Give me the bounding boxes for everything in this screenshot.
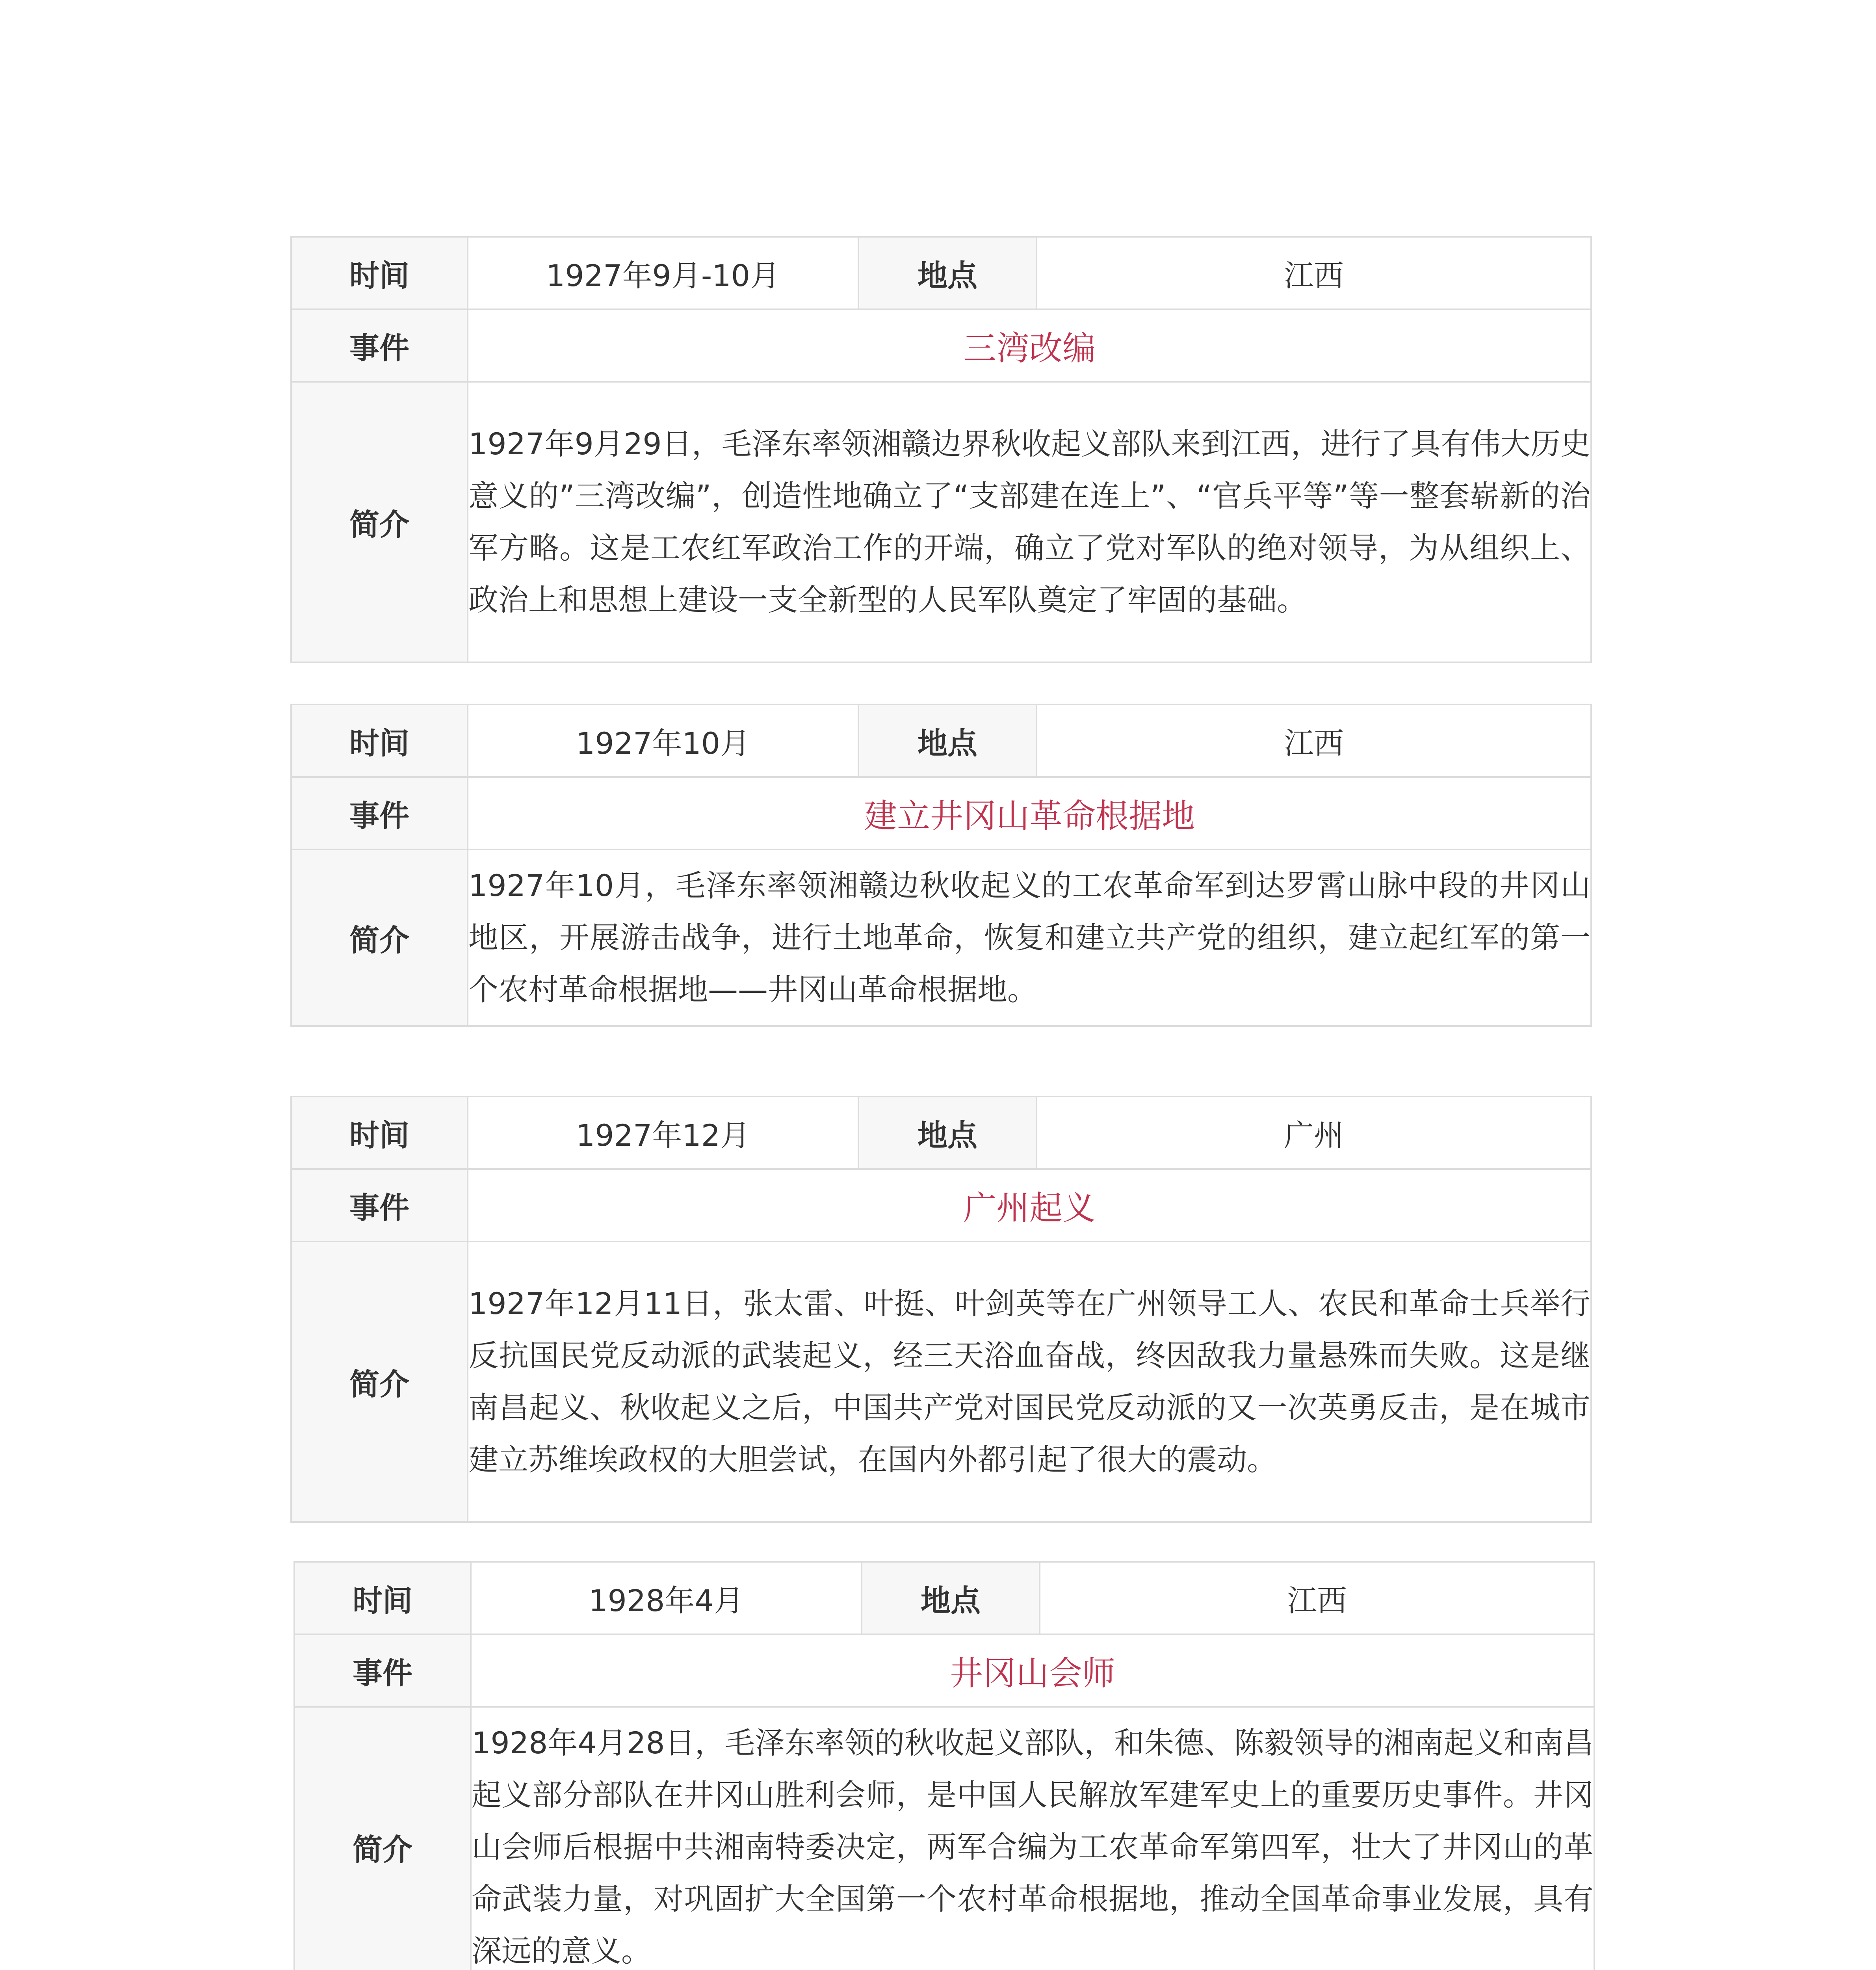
place-label: 地点: [858, 1097, 1036, 1169]
summary-row: [294, 1707, 1594, 1970]
place-label: 地点: [862, 1562, 1040, 1634]
summary-row: [291, 849, 1591, 1026]
summary-label: 简介: [294, 1707, 471, 1970]
summary-label: 简介: [291, 849, 468, 1026]
summary-row: [291, 1241, 1591, 1522]
summary-text: 1928年4月28日，毛泽东率领的秋收起义部队，和朱德、陈毅领导的湘南起义和南昌起义部分部队在井冈山胜利会师，是中国人民解放军建军史上的重要历史事件。井冈山会师后根据中共湘南特委决定，两军合编为工农革命军第四军，壮大了井冈山的革命武装力量，对巩固扩大全国第一个农村革命根据地，推动全国革命事业发展，具有深远的意义。: [471, 1707, 1594, 1970]
time-label: 时间: [291, 237, 468, 309]
time-place-row: [291, 704, 1591, 777]
summary-text: 1927年10月，毛泽东率领湘赣边秋收起义的工农革命军到达罗霄山脉中段的井冈山地区，开展游击战争，进行土地革命，恢复和建立共产党的组织，建立起红军的第一个农村革命根据地——井冈山革命根据地。: [468, 849, 1591, 1026]
event-row: [294, 1634, 1594, 1707]
event-card: [290, 236, 1592, 663]
event-row: [291, 1169, 1591, 1241]
place-value: 江西: [1036, 704, 1591, 777]
event-label: 事件: [291, 309, 468, 382]
event-label: 事件: [291, 1169, 468, 1241]
time-place-row: [291, 1097, 1591, 1169]
event-card: [293, 1561, 1595, 1970]
time-place-row: [294, 1562, 1594, 1634]
event-title: 井冈山会师: [471, 1634, 1594, 1707]
time-label: 时间: [291, 704, 468, 777]
place-label: 地点: [858, 237, 1036, 309]
event-title: 三湾改编: [468, 309, 1591, 382]
event-label: 事件: [294, 1634, 471, 1707]
time-value: 1927年12月: [468, 1097, 858, 1169]
place-label: 地点: [858, 704, 1036, 777]
event-title: 建立井冈山革命根据地: [468, 777, 1591, 849]
summary-text: 1927年12月11日，张太雷、叶挺、叶剑英等在广州领导工人、农民和革命士兵举行反抗国民党反动派的武装起义，经三天浴血奋战，终因敌我力量悬殊而失败。这是继南昌起义、秋收起义之后，中国共产党对国民党反动派的又一次英勇反击，是在城市建立苏维埃政权的大胆尝试，在国内外都引起了很大的震动。: [468, 1241, 1591, 1522]
summary-row: [291, 382, 1591, 662]
place-value: 广州: [1036, 1097, 1591, 1169]
time-place-row: [291, 237, 1591, 309]
summary-text: 1927年9月29日，毛泽东率领湘赣边界秋收起义部队来到江西，进行了具有伟大历史意义的”三湾改编”，创造性地确立了“支部建在连上”、“官兵平等”等一整套崭新的治军方略。这是工农红军政治工作的开端，确立了党对军队的绝对领导，为从组织上、政治上和思想上建设一支全新型的人民军队奠定了牢固的基础。: [468, 382, 1591, 662]
event-row: [291, 777, 1591, 849]
time-label: 时间: [291, 1097, 468, 1169]
event-title: 广州起义: [468, 1169, 1591, 1241]
event-label: 事件: [291, 777, 468, 849]
place-value: 江西: [1040, 1562, 1594, 1634]
event-card: [290, 1096, 1592, 1523]
summary-label: 简介: [291, 1241, 468, 1522]
event-row: [291, 309, 1591, 382]
time-value: 1928年4月: [471, 1562, 862, 1634]
summary-label: 简介: [291, 382, 468, 662]
time-label: 时间: [294, 1562, 471, 1634]
time-value: 1927年10月: [468, 704, 858, 777]
time-value: 1927年9月-10月: [468, 237, 858, 309]
event-card: [290, 704, 1592, 1027]
place-value: 江西: [1036, 237, 1591, 309]
